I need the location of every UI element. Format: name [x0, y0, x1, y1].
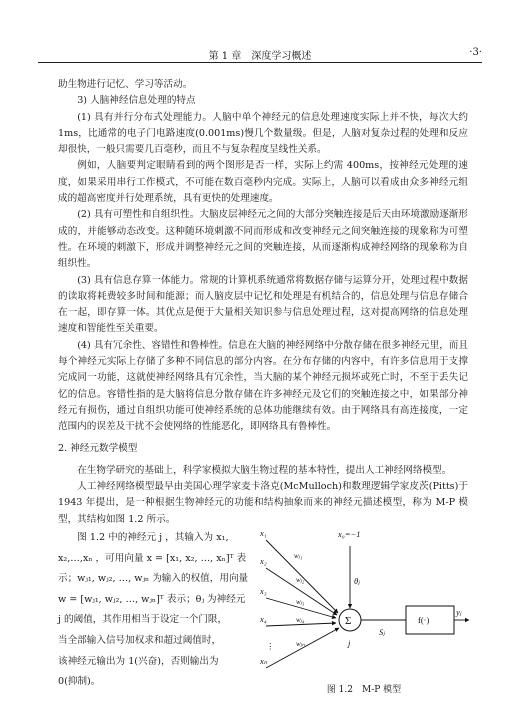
text-figure-block	[58, 528, 468, 698]
paragraph: 在生物学研究的基础上，科学家模拟大脑生物过程的基本特性，提出人工神经网络模型。	[77, 464, 452, 476]
page-number: ·3·	[469, 47, 482, 58]
mp-model-figure	[258, 522, 470, 702]
paragraph: (4) 具有冗余性、容错性和鲁棒性。信息在大脑的神经网络中分散存储在很多神经元里，而且每个神经元实际上存储了多种不同信息的部分内容。在分布存储的内容中，有许多信息用于支撑完成同一功能，这就使神经网络具有冗余性，当大脑的某个神经元损坏或死亡时，不至于丢失记忆的信息。容错性指的是大脑将信息分散存储在许多神经元及它们的突触连接之中，如果部分神经元有损伤，通过自组织功能可使神经系统的总体功能继续有效。由于网络具有高连接度，一定范围内的误差及干扰不会使网络的性能恶化，即网络具有鲁棒性。	[58, 339, 468, 433]
paragraph: 人工神经网络模型最早由美国心理学家麦卡洛克(McMulloch)和数理逻辑学家皮茨(Pitts)于 1943 年提出，是一种根据生物神经元的功能和结构抽象而来的神经元描述模型，称为 M-P 模型，其结构如图 1.2 所示。	[58, 481, 468, 525]
input-label-x3: x₃	[260, 586, 267, 597]
input-edge-n	[266, 628, 339, 668]
mp-model-diagram	[258, 522, 470, 702]
sum-output-label: Sⱼ	[379, 627, 385, 638]
text-line: 示；wⱼ₁, wⱼ₂, …, wⱼₙ 为输入的权值，用向量	[58, 573, 249, 585]
text-line: 0(抑制)。	[58, 676, 101, 688]
threshold-label: θⱼ	[354, 576, 360, 587]
node-label: j	[348, 638, 351, 649]
input-label-x2: x₂	[260, 556, 267, 567]
section-heading: 2. 神经元数学模型	[58, 442, 138, 454]
paragraph: (3) 具有信息存算一体能力。常规的计算机系统通常将数据存储与运算分开，处理过程中数据的读取将耗费较多时间和能源；而人脑皮层中记忆和处理是有机结合的，信息处理与信息存储合在一起，即存算一体。其优点是便于大量相关知识参与信息处理过程，这对提高网络的信息处理速度和智能性至关重要。	[58, 274, 468, 335]
paragraph: (2) 具有可塑性和自组织性。大脑皮层神经元之间的大部分突触连接是后天由环境激励逐渐形成的，并能够动态改变。这种随环境刺激不同而形成和改变神经元之间突触连接的现象称为可塑性。在环境的刺激下，形成并调整神经元之间的突触连接，从而逐渐构成神经网络的现象称为自组织性。	[58, 209, 468, 270]
paragraph: (1) 具有并行分布式处理能力。人脑中单个神经元的信息处理速度实际上并不快，每次大约 1ms，比通常的电子门电路速度(0.001ms)慢几个数量级。但是，人脑对复杂过程的处理和反应却很快，一般只需要几百毫秒，而且不与复杂程度呈线性关系。	[58, 111, 468, 156]
weight-label-2: wⱼ₂	[296, 576, 305, 585]
weight-label-4: wⱼ₄	[296, 616, 305, 625]
figure-caption: 图 1.2 M-P 模型	[326, 685, 402, 696]
text-line: 该神经元输出为 1(兴奋)，否则输出为	[58, 655, 219, 667]
running-header	[38, 44, 482, 63]
text-line: x₂,…,xₙ ，可用向量 x = [x₁, x₂, …, xₙ]ᵀ 表	[58, 552, 247, 564]
input-label-x4: x₄	[260, 614, 267, 625]
text-line: w = [wⱼ₁, wⱼ₂, …, wⱼₙ]ᵀ 表示；θⱼ 为神经元	[58, 593, 246, 605]
bias-label: x₀=−1	[338, 529, 361, 540]
text-line: 图 1.2 中的神经元 j ，其输入为 x₁,	[77, 532, 229, 544]
page-body	[58, 77, 468, 698]
paragraph: 例如，人脑要判定眼睛看到的两个图形是否一样，实际上约需 400ms，按神经元处理的速度，如果采用串行工作模式，不可能在数百毫秒内完成。实际上，人脑可以看成由众多神经元组成的超高密度并行处理系统，具有更快的处理速度。	[58, 160, 468, 205]
paragraph: 助生物进行记忆、学习等活动。	[58, 79, 193, 90]
activation-label: f(·)	[418, 615, 430, 626]
weight-label-n: wⱼₙ	[296, 640, 305, 649]
sum-symbol: Σ	[345, 615, 352, 628]
text-line: j 的阈值，其作用相当于设定一个门限，	[58, 614, 228, 626]
figure-description	[58, 528, 252, 693]
chapter-title: 第 1 章 深度学习概述	[208, 51, 312, 62]
weight-label-3: wⱼ₃	[296, 598, 305, 607]
input-label-xn: xₙ	[260, 656, 268, 667]
weight-label-1: wⱼ₁	[294, 552, 303, 561]
ellipsis: ⋮	[266, 641, 275, 652]
text-line: 当全部输入信号加权求和超过阈值时，	[58, 634, 222, 646]
output-label: yⱼ	[456, 607, 462, 618]
activation-box	[406, 606, 454, 634]
subsection-heading: 3) 人脑神经信息处理的特点	[77, 95, 196, 107]
input-label-x1: x₁	[260, 528, 267, 539]
